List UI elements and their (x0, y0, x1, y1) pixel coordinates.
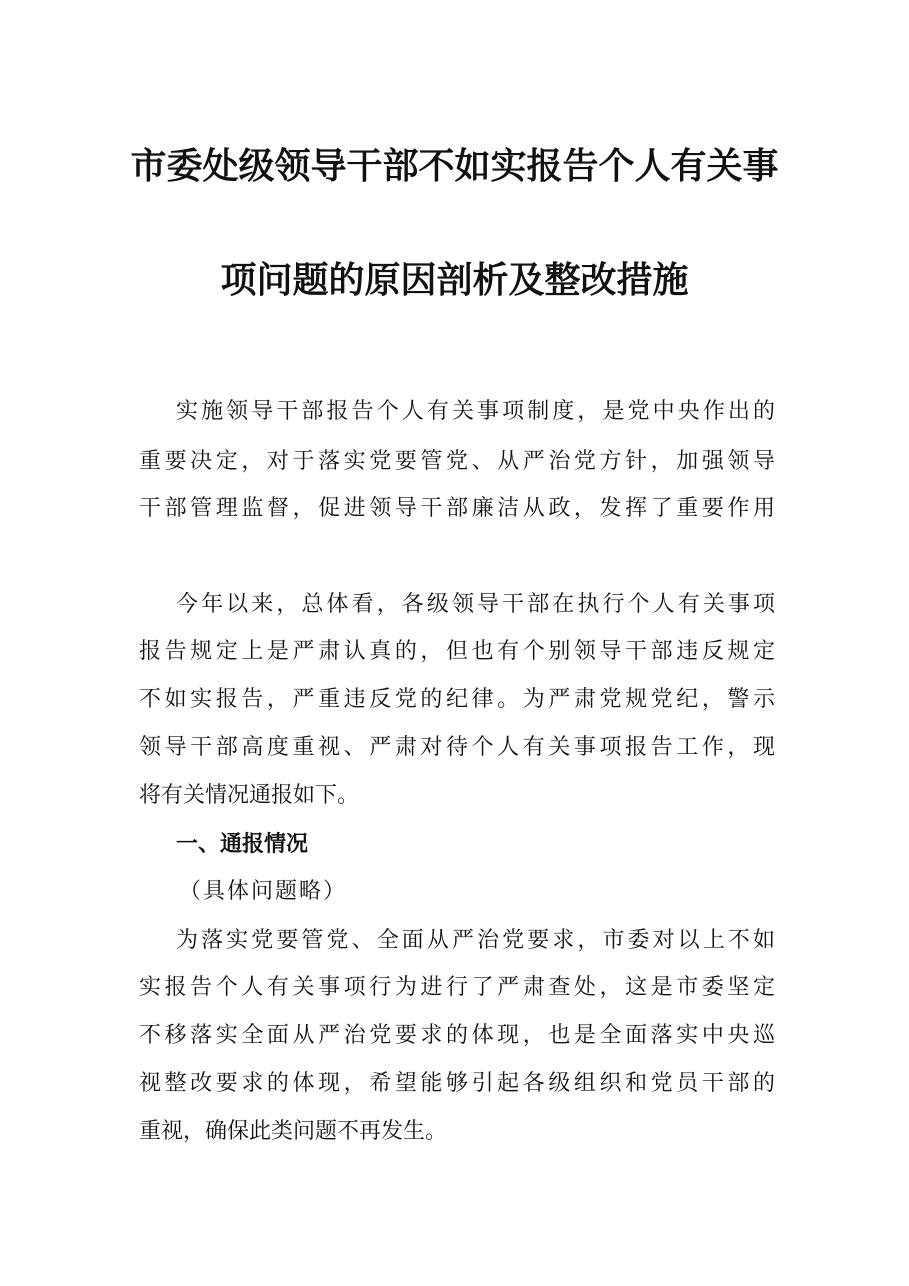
paragraph-3-line-2: 实报告个人有关事项行为进行了严肃查处，这是市委坚定 (139, 975, 775, 1000)
paragraph-1-line-3: 干部管理监督，促进领导干部廉洁从政，发挥了重要作用 (139, 496, 775, 521)
paragraph-2-line-1: 今年以来，总体看，各级领导干部在执行个人有关事项 (176, 592, 775, 617)
paragraph-2-line-3: 不如实报告，严重违反党的纪律。为严肃党规党纪，警示 (139, 687, 775, 712)
paragraph-3-line-4: 视整改要求的体现，希望能够引起各级组织和党员干部的 (139, 1071, 775, 1096)
paragraph-3-line-1: 为落实党要管党、全面从严治党要求，市委对以上不如 (176, 928, 775, 953)
paragraph-1-line-1: 实施领导干部报告个人有关事项制度，是党中央作出的 (176, 399, 775, 424)
paragraph-2-line-5: 将有关情况通报如下。 (139, 783, 360, 808)
paragraph-2-line-4: 领导干部高度重视、严肃对待个人有关事项报告工作，现 (139, 735, 775, 760)
section-heading: 一、通报情况 (176, 831, 309, 857)
document-title-line-1: 市委处级领导干部不如实报告个人有关事 (130, 145, 779, 187)
paragraph-3-line-3: 不移落实全面从严治党要求的体现，也是全面落实中央巡 (139, 1023, 775, 1048)
paragraph-2-line-2: 报告规定上是严肃认真的，但也有个别领导干部违反规定 (139, 639, 775, 664)
section-note: （具体问题略） (179, 879, 348, 904)
document-title-line-2: 项问题的原因剖析及整改措施 (220, 259, 689, 301)
paragraph-1-line-2: 重要决定，对于落实党要管党、从严治党方针，加强领导 (139, 449, 775, 474)
paragraph-3-line-5: 重视，确保此类问题不再发生。 (139, 1119, 448, 1144)
